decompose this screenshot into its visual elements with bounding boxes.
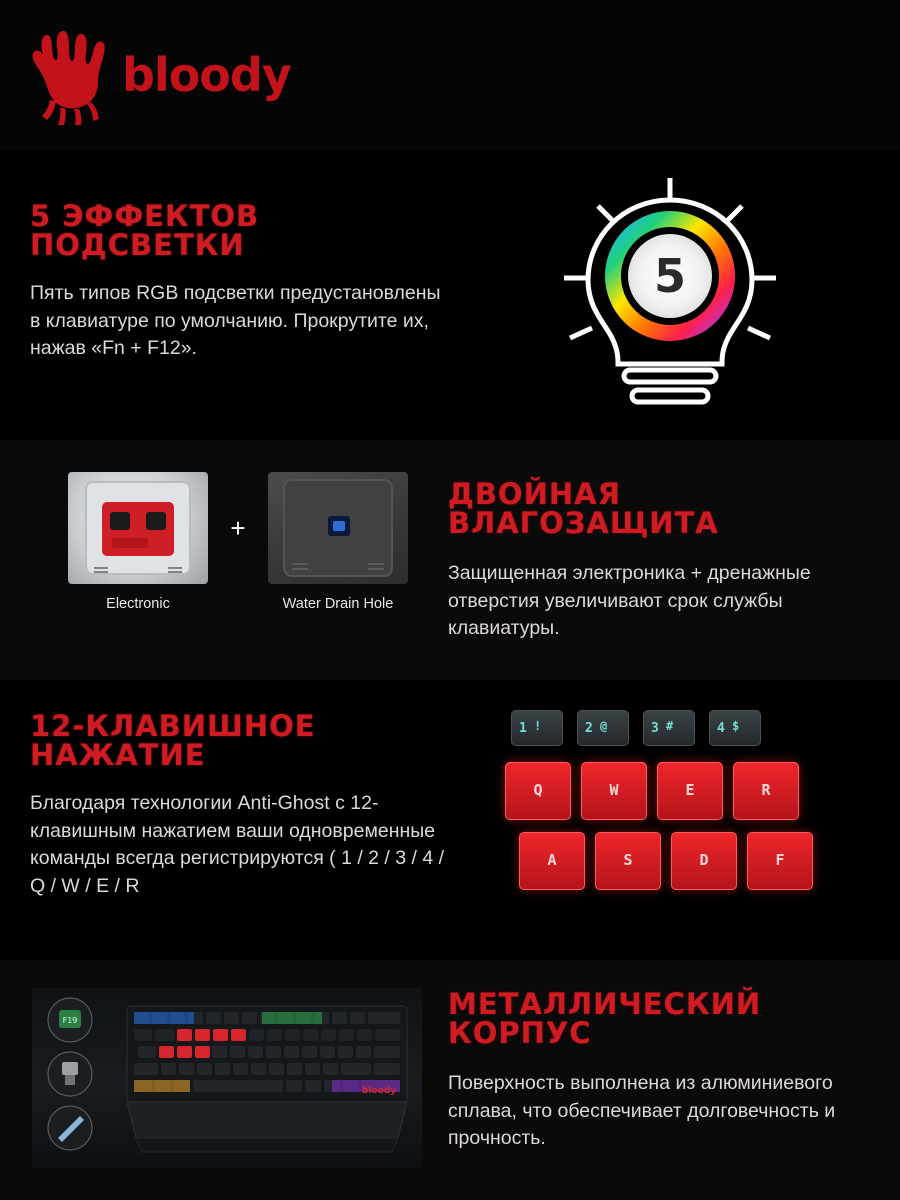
section-2-body: Защищенная электроника + дренажные отверстия увеличивают срок службы клавиатуры. <box>448 562 811 640</box>
keycap-a: A <box>519 832 585 890</box>
bulb-badge-number: 5 <box>653 249 687 303</box>
section-1-body: Пять типов RGB подсветки предустановлены в клавиатуре по умолчанию. Прокрутите их, нажав «Fn + F12». <box>30 282 441 360</box>
section-lighting-effects <box>0 150 900 440</box>
switch-electronic-photo <box>68 472 208 612</box>
brand-logo-word: bloody <box>122 48 291 102</box>
keyboard-photo <box>32 988 422 1168</box>
keyboard-logo: bloody <box>362 1086 397 1096</box>
section-3-headline: 12-КЛАВИШНОЕ НАЖАТИЕ <box>30 709 316 772</box>
keycap-w: W <box>581 762 647 820</box>
keycap-e: E <box>657 762 723 820</box>
section-water-protection <box>0 440 900 680</box>
keycap-4: 4 $ <box>709 710 761 746</box>
keycap-diagram <box>505 710 875 930</box>
bloody-handprint-icon <box>30 30 112 126</box>
brand-logo-text <box>122 48 291 102</box>
section-twelve-key-rollover <box>0 680 900 960</box>
keycap-3: 3 # <box>643 710 695 746</box>
keycap-1: 1 ! <box>511 710 563 746</box>
keycap-q: Q <box>505 762 571 820</box>
water-drain-hole-caption: Water Drain Hole <box>282 596 394 612</box>
svg-text:F19: F19 <box>62 1016 78 1025</box>
water-drain-hole-photo <box>268 472 408 612</box>
section-1-headline: 5 ЭФФЕКТОВ ПОДСВЕТКИ <box>30 199 260 262</box>
section-metal-case <box>0 960 900 1200</box>
keycap-r: R <box>733 762 799 820</box>
section-2-headline: ДВОЙНАЯ ВЛАГОЗАЩИТА <box>448 477 719 540</box>
brand-logo <box>30 26 330 126</box>
plus-separator: + <box>230 513 246 543</box>
switch-electronic-caption: Electronic <box>106 596 170 612</box>
keycap-f: F <box>747 832 813 890</box>
keycap-2: 2 @ <box>577 710 629 746</box>
keycap-s: S <box>595 832 661 890</box>
section-4-body: Поверхность выполнена из алюминиевого сплава, что обеспечивает долговечность и прочность. <box>448 1072 836 1150</box>
section-3-body: Благодаря технологии Anti-Ghost с 12-клавишным нажатием ваши одновременные команды всегда регистрируются ( 1 / 2 / 3 / 4 / Q / W / E / R <box>30 792 445 898</box>
lightbulb-rgb-icon <box>540 170 800 420</box>
section-4-headline: МЕТАЛЛИЧЕСКИЙ КОРПУС <box>448 987 762 1050</box>
keycap-d: D <box>671 832 737 890</box>
